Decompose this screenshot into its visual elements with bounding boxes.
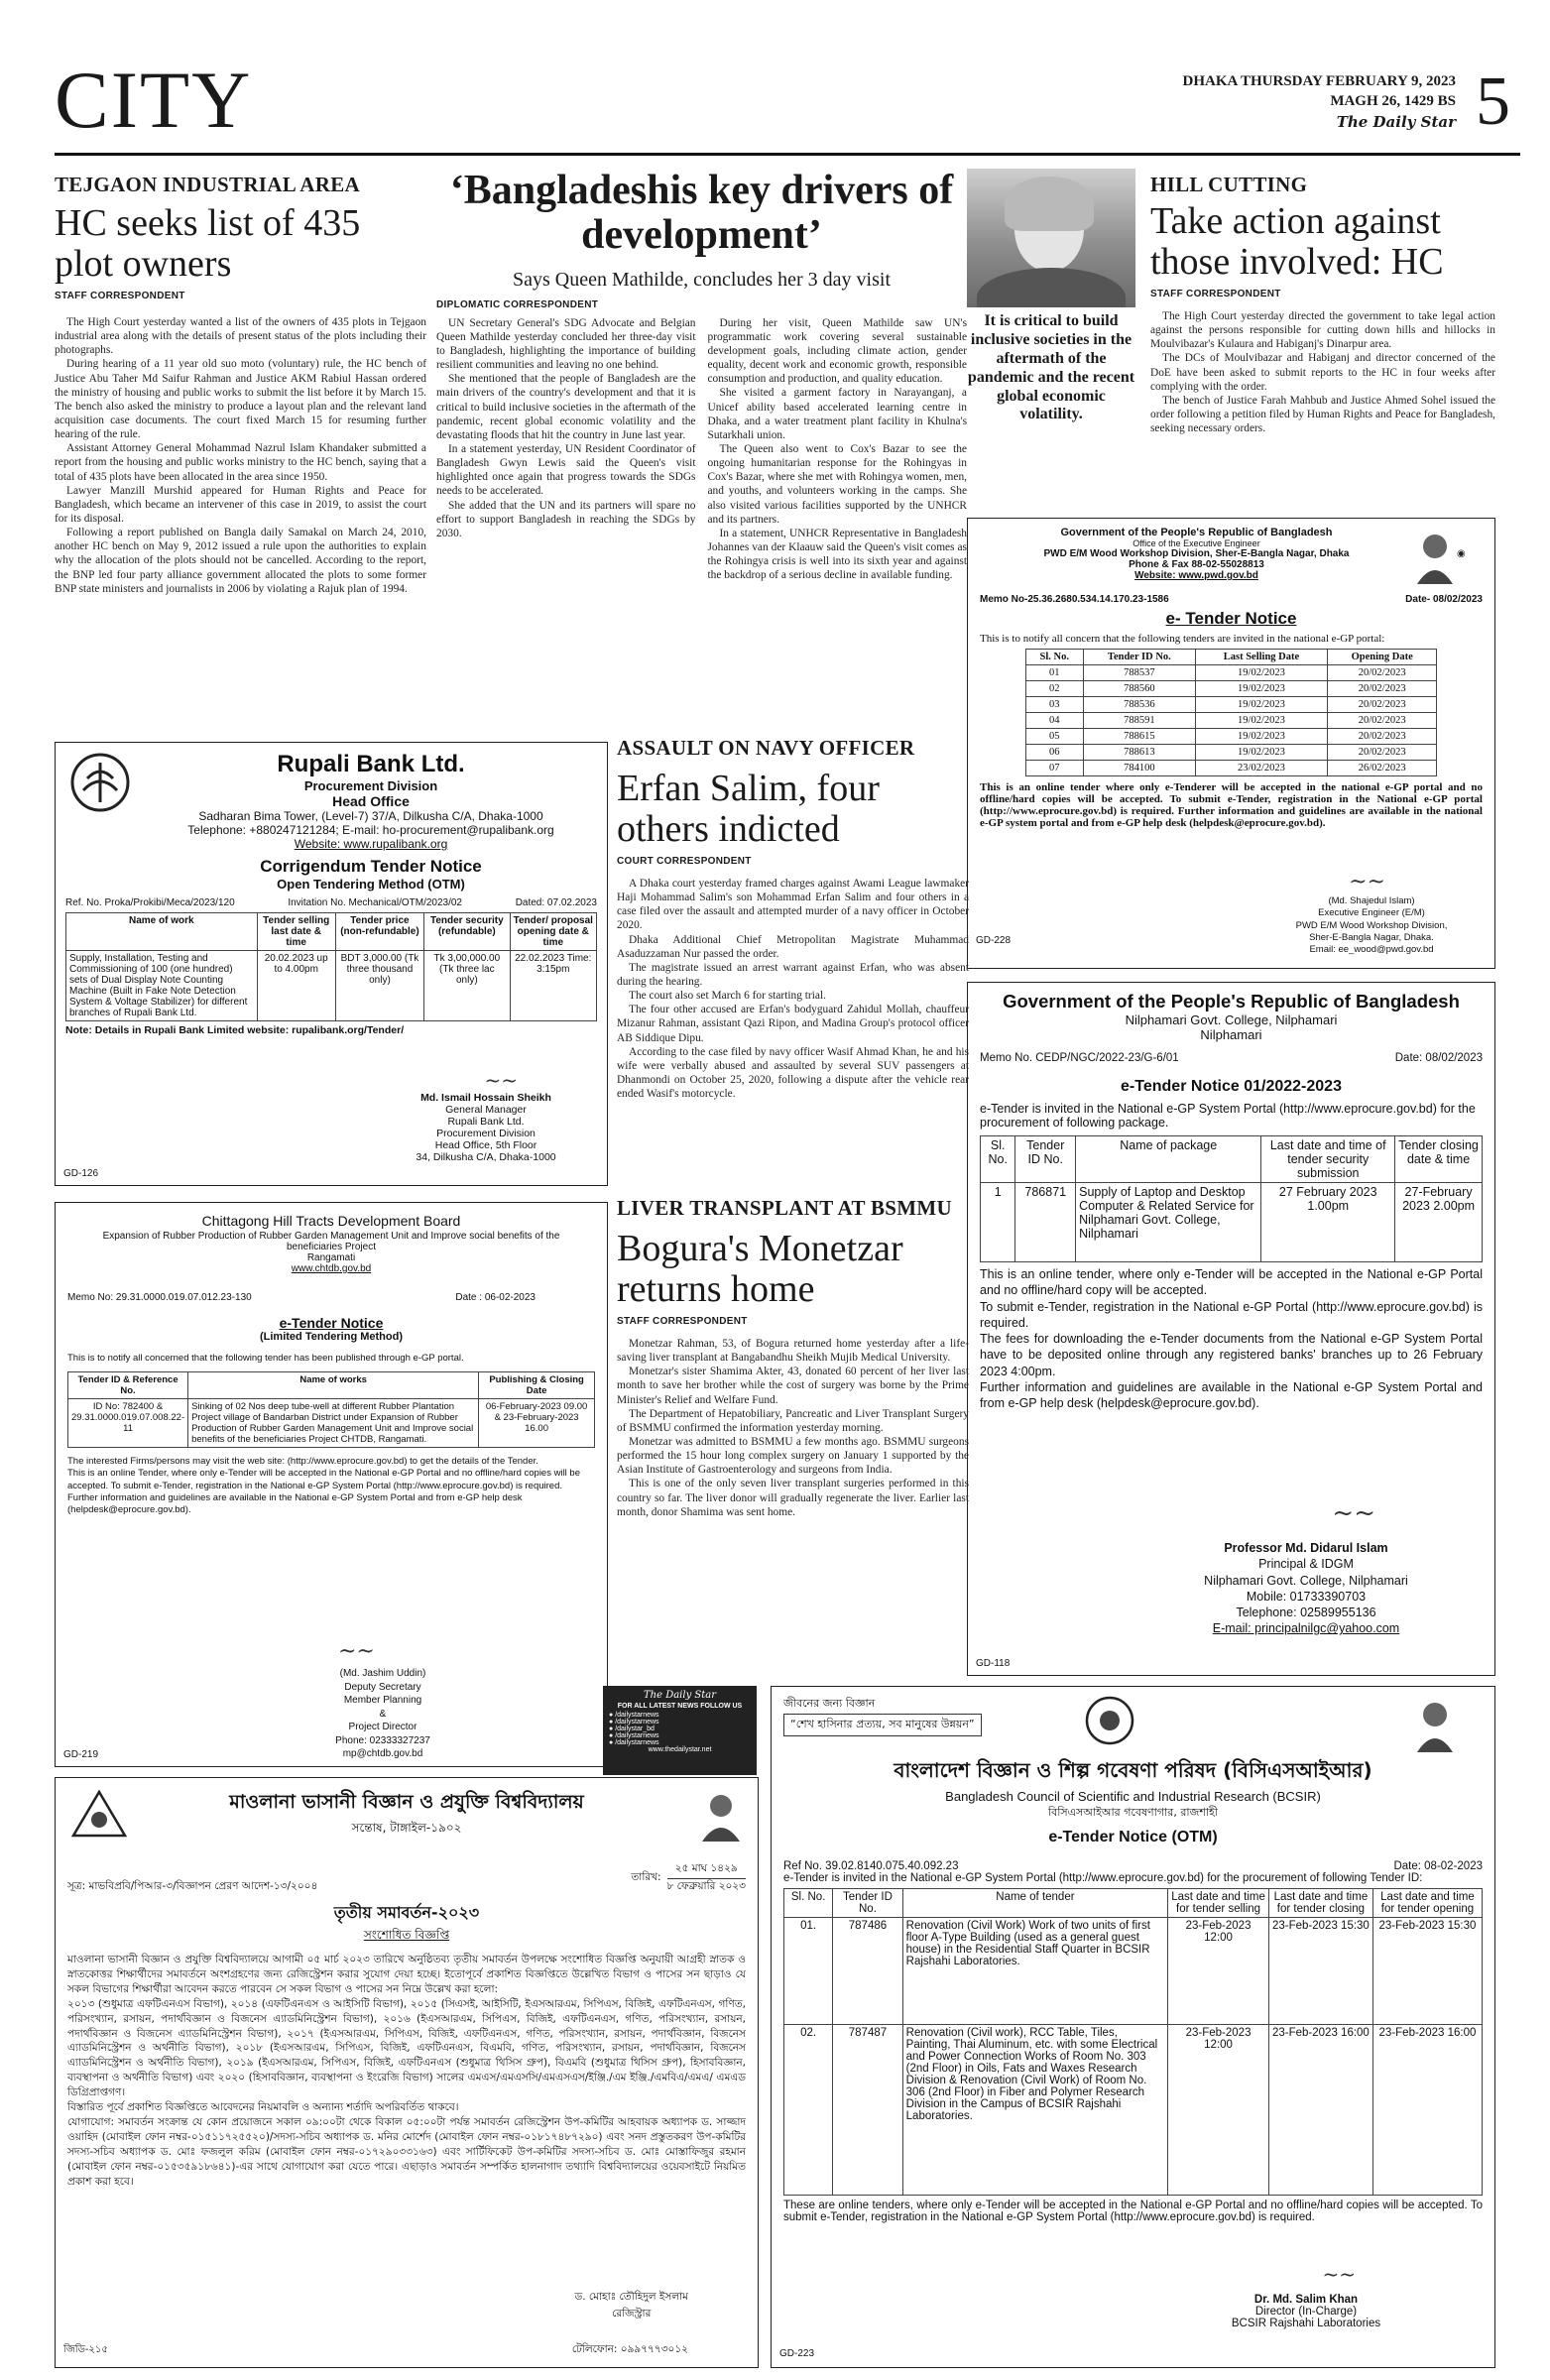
paragraph: In a statement yesterday, UN Resident Coordinator of Bangladesh Gwyn Lewis said the Queen's visit highlighted once again that progress towards the SDGs needs to be accelerated. [436,442,696,498]
ad-college: Nilphamari Govt. College, Nilphamari [1125,1012,1338,1027]
cell: 23/02/2023 [1195,761,1327,776]
sig-line: PWD E/M Wood Workshop Division, [1295,919,1448,931]
ad-note: This is an online Tender, where only e-Tender will be accepted in the National e-GP Portal and no offline/hard copies will be accepted. To submit e-Tender, registration in the National e-GP System Portal (http://www.eprocure.gov.bd) is required. [67,1468,581,1491]
ad-title: Chittagong Hill Tracts Development Board [201,1213,461,1229]
cell: 23-Feb-2023 12:00 [1168,1918,1269,2025]
ad-note: The interested Firms/persons may visit the web site: (http://www.eprocure.gov.bd) to get the details of the Tender. [67,1456,538,1467]
ad-text: This is an online tender where only e-Tenderer will be accepted in the national e-GP portal and no offline/hard copies will be accepted. To submit e-Tender, registration in the National e-GP portal (http://www.eprocure.gov.bd) is required. Further information and guidelines are available in the national e-GP system portal and from e-GP help desk (helpdesk@eprocure.gov.bd). [980,781,1483,829]
svg-text:◉: ◉ [1457,548,1466,559]
sig-line: & [379,1708,387,1720]
cell: 23-Feb-2023 16:00 [1372,2025,1482,2196]
ad-office: Head Office [332,793,410,809]
col-header: Sl. No. [784,1889,833,1918]
paragraph: Dhaka Additional Chief Metropolitan Magistrate Muhammad Asaduzzaman Nur passed the order. [617,933,969,960]
cell: 786871 [1015,1183,1076,1262]
ad-notice: e- Tender Notice [1165,609,1297,628]
ad-rupali-bank [55,742,608,1186]
cell: 02. [784,2025,833,2196]
cell: Renovation (Civil work), RCC Table, Tiles, Painting, Thai Aluminum, etc. with some Electrical and Power Connection Works of Room No. 303 (2nd Floor) in Oils, Fats and Waxes Research Division & Renovation (Civil Work) of Room No. 306 (2nd Floor) in Fiber and Polymer Research Division in the Campus of BCSIR Rajshahi Laboratories. [902,2025,1168,2196]
cell: ID No: 782400 & 29.31.0000.019.07.008.22-11 [68,1399,188,1448]
ad-bcsir [771,1686,1495,2368]
paragraph: The bench of Justice Farah Mahbub and Justice Ahmed Sohel issued the order following a petition filed by Human Rights and Peace for Bangladesh, seeking necessary orders. [1150,394,1495,435]
paragraph: The Queen also went to Cox's Bazar to see the ongoing humanitarian response for the Rohingyas in Cox's Bazar, where she met with Rohingya women, men, and youths, and volunteers working in the camps. She also visited various facilities supported by the UNHCR and its partners. [707,442,967,526]
signer: Md. Ismail Hossain Sheikh [420,1092,551,1104]
table-row [66,951,597,1021]
ad-subheading: সংশোধিত বিজ্ঞপ্তি [363,1928,450,1942]
signer: (Md. Jashim Uddin) [339,1668,426,1679]
ad-place: Rangamati [306,1252,356,1263]
col-header: Last date and time for tender selling [1168,1889,1269,1918]
cell: 01. [784,1918,833,2025]
col-header: Tender security (refundable) [424,913,510,951]
tender-table [980,1135,1483,1262]
date-english: ৮ ফেব্রুয়ারি ২০২৩ [666,1880,746,1892]
dateline [1183,71,1456,132]
ad-pwd [967,518,1495,969]
ad-phone[interactable]: Telephone: +880247121284; E-mail: ho-procurement@rupalibank.org [187,823,554,837]
story-headline[interactable]: Take action against those involved: HC [1150,200,1444,284]
cell: 788560 [1083,681,1195,697]
ad-gov: Government of the People's Republic of Bangladesh [1003,991,1460,1012]
portrait-icon [1413,1695,1483,1754]
story-hill-cutting [1150,173,1495,435]
cell: 20/02/2023 [1328,681,1437,697]
sig-line: Phone: 02333327237 [335,1734,430,1746]
sig-line: Director (In-Charge) [1254,2306,1358,2318]
tender-table [65,912,597,1021]
cell: 788537 [1083,665,1195,681]
paragraph: The High Court yesterday wanted a list of the owners of 435 plots in Tejgaon industrial area along with the details of present status of the plots including their photographs. [55,316,426,357]
story-tejgaon [55,173,426,596]
ad-signature-block [1262,895,1481,957]
ad-date: Date: 08/02/2023 [1394,1052,1483,1064]
ad-memo: Memo No. CEDP/NGC/2022-23/G-6/01 [980,1052,1179,1064]
ad-method: Open Tendering Method (OTM) [277,877,465,892]
paragraph: The High Court yesterday directed the government to take legal action against the persons responsible for cutting down hills and hillocks in Moulvibazar's Kulaura and Habiganj's Dinarpur area. [1150,310,1495,351]
tender-table [783,1888,1483,2196]
paragraph: During hearing of a 11 year old suo moto (voluntary) rule, the HC bench of Justice Abu Taher Md Saifur Rahman and Justice AKM Rabiul Hassan ordered the ministry of housing and public works to submit the list before it by March 15. The bench also asked the ministry to produce a layout plan and the relevant land acquisition case documents. The court fixed March 15 for resuming further hearing of the rule. [55,358,426,441]
table-row [1025,681,1437,697]
ad-title-en: Bangladesh Council of Scientific and Industrial Research (BCSIR) [945,1789,1321,1804]
sig-line: Sher-E-Bangla Nagar, Dhaka. [1309,932,1434,944]
story-kicker: HILL CUTTING [1150,173,1308,196]
cell: 787487 [833,2025,902,2196]
cell: 26/02/2023 [1328,761,1437,776]
ad-place: সন্তোষ, টাঙ্গাইল-১৯০২ [351,1821,462,1835]
signature-mark: ~~ [338,1639,375,1664]
cell: 1 [981,1183,1015,1262]
table-row [1025,713,1437,729]
ad-invitation: Invitation No. Mechanical/OTM/2023/02 [288,897,462,908]
ad-gov: Government of the People's Republic of Bangladesh [1060,527,1333,538]
social-follow-box [603,1686,757,1775]
col-header: Tender ID & Reference No. [68,1372,188,1399]
ad-signature-block [575,2290,688,2323]
handle-text: /dailystar_bd [615,1726,655,1732]
ad-notice: e-Tender Notice [279,1315,384,1331]
table-row [1025,745,1437,761]
paragraph: During her visit, Queen Mathilde saw UN's programmatic work covering several sustainable development goals, including climate action, gender equality, decent work and economic growth, responsible consumption and production, and quality education. [707,316,967,386]
table-row [1025,697,1437,713]
story-subhead: Says Queen Mathilde, concludes her 3 day visit [512,268,892,291]
sig-line: Member Planning [343,1695,422,1706]
sig-line: Project Director [348,1722,417,1732]
sig-line: Mobile: 01733390703 [1246,1589,1367,1604]
tender-table [1025,649,1438,776]
paragraph: Lawyer Manzill Murshid appeared for Human Rights and Peace for Bangladesh, which became an intervener of this case in 2019, to assist the court for its disposal. [55,484,426,526]
handle-text: /dailystarnews [615,1732,659,1739]
ad-sub: বিসিএসআইআর গবেষণাগার, রাজশাহী [1047,1806,1219,1819]
ad-website[interactable]: Website: www.pwd.gov.bd [1134,570,1258,581]
portrait-icon [698,1788,744,1844]
mbstu-logo-icon [69,1788,129,1840]
pull-quote: It is critical to build inclusive societies in the aftermath of the pandemic and the recent global economic volatility. [967,312,1135,423]
cell: 23-Feb-2023 12:00 [1168,2025,1269,2196]
story-headline[interactable]: ‘Bangladeshis key drivers of development’ [449,168,954,259]
story-headline[interactable]: Erfan Salim, four others indicted [617,768,880,851]
ad-title-bn: বাংলাদেশ বিজ্ঞান ও শিল্প গবেষণা পরিষদ (বিসিএসআইআর) [894,1758,1372,1782]
paragraph: বিস্তারিত পূর্বে প্রকাশিত বিজ্ঞপ্তিতে আবেদনের নিয়মাবলি ও অন্যান্য শর্তাদি অপরিবর্তিত থাকবে। [67,2101,459,2114]
ad-division: PWD E/M Wood Workshop Division, Sher-E-Bangla Nagar, Dhaka [1043,548,1350,559]
table-row [1025,729,1437,745]
cell: 20/02/2023 [1328,729,1437,745]
paragraph: The magistrate issued an arrest warrant against Erfan, who was absent during the hearing. [617,961,969,989]
signer: ড. মোহাঃ তৌহিদুল ইসলাম [574,2291,688,2303]
story-body [617,1337,969,1519]
cell: 23-Feb-2023 15:30 [1268,1918,1372,2025]
ad-top1: জীবনের জন্য বিজ্ঞান [783,1697,876,1710]
handle-text: /dailystarnews [615,1712,659,1719]
sig-line: 34, Dilkusha C/A, Dhaka-1000 [416,1151,556,1163]
bangla-date: MAGH 26, 1429 BS [1330,93,1456,110]
social-handle[interactable]: ● /dailystarnews [609,1712,659,1719]
cell: 07 [1025,761,1083,776]
paragraph: ২০১৩ (শুধুমাত্র এফটিএনএস বিভাগ), ২০১৪ (এফটিএনএস ও আইসিটি বিভাগ), ২০১৫ (সিএসই, আইসিটি, ইএসআরএম, সিপিএস, বিজিই, এফটিএনএস, গণিত, পরিসংখ্যান, রসায়ন, পদার্থবিজ্ঞান ও বিজনেস এ্যাডমিনিস্ট্রেশন বিভাগ), ২০১৬ (ইএসআরএম, সিপিএস, বিজিই, এফটিএনএস, গণিত, পরিসংখ্যান, রসায়ন, পদার্থবিজ্ঞান ও বিজনেস এ্যাডমিনিস্ট্রেশন বিভাগ), ২০১৭ (ইএসআরএম, সিপিএস, বিজিই, এফটিএনএস, গণিত, পরিসংখ্যান, রসায়ন, পদার্থবিজ্ঞান, বিজনেস এ্যাডমিনিস্ট্রেশন ও অর্থনীতি বিভাগ), ২০১৮ (ইএসআরএম, সিপিএস, বিজিই, এফটিএনএস, বিএমবি, গণিত, পরিসংখ্যান, রসায়ন, পদার্থবিজ্ঞান, বিজনেস এ্যাডমিনিস্ট্রেশন ও অর্থনীতি বিভাগ), ২০১৯ (ইএসআরএম, সিপিএস, বিজিই, এফটিএনএস (শুধুমাত্র থিসিস গ্রুপ), বিএমবি (শুধুমাত্র থিসিস গ্রুপ), হিসাববিজ্ঞান, ব্যবস্থাপনা ও অর্থনীতি বিভাগ) এবং ২০২০ (হিসাববিজ্ঞান, ব্যবস্থাপনা ও ইংরেজি বিভাগ) সালের এমএস/এমএসসি/এমএসএস/ইঞ্জি./এম ইঞ্জি./এমবিএ/এমএ/ এমএড ডিগ্রিপ্রাপ্তগণ। [67,1997,746,2099]
sig-line: Executive Engineer (E/M) [1318,907,1425,919]
bcsir-logo-icon [1084,1695,1135,1746]
gd-code: জিডি-২১৫ [63,2344,108,2355]
story-col [708,316,968,583]
story-liver-transplant [617,1196,969,1519]
paragraph: Monetzar's sister Shamima Akter, 43, donated 60 percent of her liver last month to save her brother while the cost of surgery was borne by the Prime Minister's Relief and Welfare Fund. [617,1366,969,1406]
date-line: DHAKA THURSDAY FEBRUARY 9, 2023 [1182,73,1456,89]
social-title: The Daily Star [643,1690,717,1701]
col-header: Name of work [66,913,258,951]
paper-name: The Daily Star [1336,112,1456,131]
ad-dated: Dated: 07.02.2023 [515,897,597,908]
gd-code: GD-118 [976,1658,1011,1669]
ad-website[interactable]: www.chtdb.gov.bd [291,1263,372,1274]
date-label: তারিখ: [631,1871,661,1883]
col-header: Tender price (non-refundable) [335,913,423,951]
ad-top2: “শেখ হাসিনার প্রত্যয়, সব মানুষের উন্নয়ন” [783,1714,982,1736]
paragraph: UN Secretary General's SDG Advocate and Belgian Queen Mathilde yesterday concluded her three-day visit to Bangladesh, highlighting the importance of building resilient communities and leaving no one behind. [436,316,696,372]
story-kicker: TEJGAON INDUSTRIAL AREA [55,173,360,196]
sig-line: Procurement Division [436,1128,536,1139]
cell: 01 [1025,665,1083,681]
ad-signature-block [377,1092,595,1163]
cell: 27-February 2023 2.00pm [1395,1183,1483,1262]
cell: 20/02/2023 [1328,697,1437,713]
col-header: Name of package [1076,1136,1261,1183]
gd-code: GD-126 [63,1168,99,1179]
ad-ref: সূত্র: মাভবিপ্রবি/পিআর-৩/বিজ্ঞাপন প্রেরণ আদেশ-১৩/২০০৪ [67,1880,318,1892]
social-handle[interactable]: ● /dailystarnews [609,1719,659,1726]
cell: 20.02.2023 up to 4.00pm [257,951,335,1021]
story-body [1150,309,1495,435]
tender-table [67,1371,595,1448]
cell: 04 [1025,713,1083,729]
cell: 19/02/2023 [1195,713,1327,729]
paragraph: She added that the UN and its partners will spare no effort to support Bangladesh in reaching the SDGs by 2030. [436,499,696,539]
ad-memo: Memo No: 29.31.0000.019.07.012.23-130 [67,1292,252,1303]
ad-notice: e-Tender Notice 01/2022-2023 [1121,1078,1342,1095]
story-headline[interactable]: HC seeks list of 435 plot owners [55,202,361,286]
paragraph: A Dhaka court yesterday framed charges against Awami League lawmaker Haji Mohammad Salim's son Mohammad Erfan Salim and four others in a case filed over the assault and attempted murder of a navy officer in October 2020. [617,878,969,932]
ad-address: Sadharan Bima Tower, (Level-7) 37/A, Dilkusha C/A, Dhaka-1000 [198,809,543,823]
cell: 22.02.2023 Time: 3:15pm [510,951,596,1021]
cell: 788536 [1083,697,1195,713]
ad-title: Rupali Bank Ltd. [277,751,465,777]
paragraph: The court also set March 6 for starting trial. [629,990,826,1003]
paragraph: যোগাযোগ: সমাবর্তন সংক্রান্ত যে কোন প্রয়োজনে সকাল ০৯:০০টা থেকে বিকাল ০৫:০০টা পর্যন্ত সমাবর্তন রেজিস্ট্রেশন উপ-কমিটির আহবায়ক অধ্যাপক ড. সাজ্জাদ ওয়াহিদ (মোবাইল ফোন নম্বর-০১৫১১৭২৫৫২০)/সদস্য-সচিব অধ্যাপক ড. মনির মোর্শেদ (মোবাইল ফোন নম্বর-০১৮১৭৪৮৭২৯০) এবং সনদ প্রস্তুতকরণ উপ-কমিটির সদস্য-সচিব অধ্যাপক ড. মোঃ ফজলুল করিম (মোবাইল ফোন নম্বর-০১৭২৯০৩৩১৬৩) এবং সার্টিফিকেট উপ-কমিটির সদস্য-সচিব ড. মোঃ মোস্তাফিজুর রহমান (মোবাইল ফোন নম্বর-০১৫৩৫৯১৮৬৪১)-এর সাথে যোগাযোগ করা যেতে পারে। এছাড়াও সমাবর্তন সম্পর্কিত হালনাগাদ তথ্যাদি বিশ্ববিদ্যালয়ের ওয়েবসাইটে নিয়মিত প্রকাশ করা হবে। [67,2115,746,2188]
cell: 03 [1025,697,1083,713]
story-byline: STAFF CORRESPONDENT [55,291,185,302]
story-body [55,315,426,596]
cell: 19/02/2023 [1195,665,1327,681]
social-web[interactable]: www.thedailystar.net [648,1746,712,1753]
rupali-logo-icon [65,751,135,814]
table-row [981,1183,1483,1262]
social-handle[interactable]: ● /dailystarnews [609,1739,659,1746]
story-queen-mathilde [436,169,967,582]
ad-intro: e-Tender is invited in the National e-GP System Portal (http://www.eprocure.gov.bd) for the procurement of following package. [980,1102,1476,1130]
ad-phone: Phone & Fax 88-02-55028813 [1129,559,1264,570]
story-col [436,316,696,583]
story-byline: STAFF CORRESPONDENT [617,1316,748,1328]
signer: Dr. Md. Salim Khan [1253,2294,1359,2306]
paragraph: Following a report published on Bangla daily Samakal on March 24, 2010, another HC bench on May 9, 2012 issued a rule upon the authorities to explain why the allocation of the plots should not be cancelled. According to the report, the BNP led four party alliance government allocated the plots to some former BNP state ministers and journalists in 2006 by violating a Rajuk plan of 1994. [55,527,426,595]
cell: 23-Feb-2023 15:30 [1372,1918,1482,2025]
ad-method: (Limited Tendering Method) [259,1331,403,1343]
ad-note: Further information and guidelines are available in the National e-GP System Portal and from e-GP help desk (helpdesk@eprocure.gov.bd). [980,1379,1483,1410]
cell: BDT 3,000.00 (Tk three thousand only) [335,951,423,1021]
gd-code: GD-219 [63,1749,99,1760]
sig-line: Email: ee_wood@pwd.gov.bd [1309,944,1434,956]
cell: 19/02/2023 [1195,745,1327,761]
ad-note: These are online tenders, where only e-Tender will be accepted in the National e-GP Portal and no offline/hard copies will be accepted. To submit e-Tender, registration in the National e-GP System Portal (http://www.eprocure.gov.bd) is required. [783,2200,1483,2223]
ad-website[interactable]: Website: www.rupalibank.org [294,837,448,851]
ad-notice: e-Tender Notice (OTM) [1048,1829,1218,1845]
sig-line[interactable]: E-mail: principalnilgc@yahoo.com [1212,1621,1400,1636]
sig-line: Telephone: 02589955136 [1236,1606,1376,1619]
social-handle[interactable]: ● /dailystarnews [609,1732,659,1739]
paragraph: She visited a garment factory in Narayanganj, a Unicef ability based accelerated learning centre in Dhaka, and a water treatment plant facility in Khulna's Sutarkhali union. [707,387,967,441]
sig-line: Rupali Bank Ltd. [447,1116,525,1128]
cell: Supply of Laptop and Desktop Computer & Related Service for Nilphamari Govt. College, Nilphamari [1076,1183,1261,1262]
signer: Professor Md. Didarul Islam [1224,1541,1388,1555]
col-header: Tender closing date & time [1395,1136,1483,1183]
story-byline: STAFF CORRESPONDENT [1150,289,1281,300]
col-header: Tender ID No. [1083,650,1195,665]
cell: Tk 3,00,000.00 (Tk three lac only) [424,951,510,1021]
sig-line: Principal & IDGM [1258,1557,1354,1572]
cell: 19/02/2023 [1195,729,1327,745]
cell: 788613 [1083,745,1195,761]
col-header: Tender selling last date & time [257,913,335,951]
cell: 23-Feb-2023 16:00 [1268,2025,1372,2196]
section-title: CITY [55,55,253,145]
col-header: Last date and time of tender security submission [1261,1136,1395,1183]
cell: 05 [1025,729,1083,745]
ad-heading: তৃতীয় সমাবর্তন-২০২৩ [333,1903,480,1922]
paragraph: Monetzar Rahman, 53, of Bogura returned home yesterday after a life-saving liver transplant at Bangabandhu Sheikh Mujib Medical University. [617,1338,969,1365]
cell: 02 [1025,681,1083,697]
table-row [68,1399,595,1448]
ad-note: Further information and guidelines are available in the National e-GP System Portal and from e-GP help desk (helpdesk@eprocure.gov.bd). [67,1492,523,1516]
ad-place: Nilphamari [1200,1027,1262,1042]
story-kicker: LIVER TRANSPLANT AT BSMMU [617,1196,952,1220]
col-header: Name of tender [902,1889,1168,1918]
ad-intro: This is to notify all concern that the following tenders are invited in the national e-GP portal: [980,633,1385,645]
ad-phone: টেলিফোন: ০৯৯৭৭৭৩০১২ [571,2343,688,2355]
col-header: Sl. No. [981,1136,1015,1183]
ad-notice: Corrigendum Tender Notice [260,857,482,876]
gd-code: GD-228 [976,935,1012,946]
paragraph: Monetzar was admitted to BSMMU a few months ago. BSMMU surgeons performed the 15 hour long complex surgery on January 1 supported by the Asian Institute of Gastroenterology and surgeons from India. [617,1436,969,1477]
sig-line: Deputy Secretary [344,1681,421,1693]
portrait-icon [1413,527,1483,586]
col-header: Last Selling Date [1195,650,1327,665]
ad-subtitle: Expansion of Rubber Production of Rubber Garden Management Unit and Improve social benefits of the beneficiaries Project [102,1231,560,1252]
ad-title: মাওলানা ভাসানী বিজ্ঞান ও প্রযুক্তি বিশ্ববিদ্যালয় [229,1791,584,1813]
story-headline[interactable]: Bogura's Monetzar returns home [617,1228,903,1311]
hair-shape [1005,177,1094,231]
signer: (Md. Shajedul Islam) [1328,895,1415,906]
paragraph: মাওলানা ভাসানী বিজ্ঞান ও প্রযুক্তি বিশ্ববিদ্যালয়ে আগামী ০৫ মার্চ ২০২৩ তারিখে অনুষ্ঠিতব্য তৃতীয় সমাবর্তন উপলক্ষে সংশোধিত বিজ্ঞপ্তি অনুযায়ী আগ্রহী স্নাতক ও স্নাতকোত্তর শিক্ষার্থীদের সমাবর্তনে অংশগ্রহণের জন্য রেজিস্ট্রেশন করার সুযোগ দেয়া হচ্ছে। ইতোপূর্বে প্রকাশিত বিজ্ঞপ্তিতে উল্লেখিত বিভাগ ও পাসের সন ছাড়াও যে সকল বিভাগের শিক্ষার্থীরা আবেদন করতে পারবেন সে সকল বিভাগ ও পাসের সন নিম্নে উল্লেখ করা হলো: [67,1954,746,1995]
signature-mark: ~~ [1322,2262,1356,2286]
paragraph: She mentioned that the people of Bangladesh are the main drivers of the country's development and that it is critical to build inclusive societies in the aftermath of the pandemic, recent global economic volatility and the devastating floods that hit the country in June last year. [436,373,696,441]
handle-text: /dailystarnews [615,1719,659,1726]
date-bangla: ২৫ মাঘ ১৪২৯ [667,1861,746,1879]
col-header: Publishing & Closing Date [479,1372,595,1399]
ad-date: Date : 06-02-2023 [455,1292,536,1303]
shoulder-shape [977,268,1126,307]
story-body [617,877,969,1101]
masthead-rule [55,153,1520,156]
cell: 20/02/2023 [1328,665,1437,681]
col-header: Opening Date [1328,650,1437,665]
ad-note: The fees for downloading the e-Tender documents from the National e-GP System Portal have to be deposited online through any registered banks' branches up to 26 February 2023 4:00pm. [980,1332,1483,1378]
story-kicker: ASSAULT ON NAVY OFFICER [617,736,915,760]
sig-line: Nilphamari Govt. College, Nilphamari [1204,1573,1408,1588]
ad-intro: This is to notify all concerned that the following tender has been published through e-GP portal. [67,1353,464,1364]
ad-mbstu [55,1777,759,2368]
cell: 788591 [1083,713,1195,729]
sig-line: BCSIR Rajshahi Laboratories [1231,2318,1381,2329]
paragraph: According to the case filed by navy officer Wasif Ahmad Khan, he and his wife were verbally abused and assaulted by several SUV passengers at Dhanmondi on October 25, 2020, following a dispute after the vehicle rear ended Wasif's motorcycle. [617,1045,969,1101]
paragraph: Assistant Attorney General Mohammad Nazrul Islam Khandaker submitted a report from the housing and public works ministry to the HC bench, saying that a total of 435 plots have been allocated in the area since 1950. [55,442,426,483]
cell: 784100 [1083,761,1195,776]
col-header: Last date and time for tender closing [1268,1889,1372,1918]
paragraph: This is one of the only seven liver transplant surgeries performed in this country so far. The liver donor will gradually regenerate the liver. Earlier last month, donor Shamima was sent home. [617,1478,969,1518]
col-header: Tender ID No. [833,1889,902,1918]
queen-photo [967,169,1135,307]
ad-note: This is an online tender, where only e-Tender will be accepted in the National e-GP Portal and no offline/hard copy will be accepted. [980,1267,1483,1298]
table-row [784,1918,1483,2025]
col-header: Last date and time for tender opening [1372,1889,1482,1918]
page-number: 5 [1476,63,1510,140]
ad-signature-block [1177,1540,1435,1637]
ad-ref: Ref No. 39.02.8140.075.40.092.23 [783,1860,959,1872]
cell: 19/02/2023 [1195,681,1327,697]
cell: 787486 [833,1918,902,2025]
ad-note: To submit e-Tender, registration in the National e-GP Portal (http://www.eprocure.gov.bd) is required. [980,1299,1483,1330]
paragraph: The DCs of Moulvibazar and Habiganj and director concerned of the DoE have been asked to submit reports to the HC in four weeks after complying with the order. [1150,352,1495,393]
ad-ref: Ref. No. Proka/Prokibi/Meca/2023/120 [65,897,235,908]
col-header: Name of works [188,1372,479,1399]
table-row [1025,761,1437,776]
signature-mark: ~~ [484,1068,518,1092]
gd-code: GD-223 [779,2348,815,2359]
cell: 27 February 2023 1.00pm [1261,1183,1395,1262]
ad-intro: e-Tender is invited in the National e-GP System Portal (http://www.eprocure.gov.bd) for the procurement of following Tender ID: [783,1872,1423,1884]
ad-chtdb [55,1202,608,1767]
cell: 788615 [1083,729,1195,745]
story-erfan-salim [617,736,969,1101]
social-follow: FOR ALL LATEST NEWS FOLLOW US [617,1703,743,1710]
social-handle[interactable]: ● /dailystar_bd [609,1726,655,1732]
signature-mark: ~~ [1332,1498,1375,1528]
ad-memo: Memo No-25.36.2680.534.14.170.23-1586 [980,594,1169,605]
paragraph: The Department of Hepatobiliary, Pancreatic and Liver Transplant Surgery of BSMMU confirmed the information yesterday morning. [617,1407,969,1434]
story-byline: COURT CORRESPONDENT [617,856,752,868]
ad-office: Office of the Executive Engineer [1133,538,1260,548]
ad-signature-block [294,1667,472,1761]
table-row [784,2025,1483,2196]
col-header: Sl. No. [1025,650,1083,665]
paragraph: The four other accused are Erfan's bodyguard Zahidul Mollah, chauffeur Mizanur Rahman, assistant Qazi Ripon, and Madina Group's protocol officer AB Siddique Dipu. [617,1004,969,1044]
ad-note: Note: Details in Rupali Bank Limited website: rupalibank.org/Tender/ [65,1024,405,1036]
paragraph: In a statement, UNHCR Representative in Bangladesh Johannes van der Klaauw said the Queen's visit comes as the Rohingya crisis is well into its sixth year and against the backdrop of a serious decline in available funding. [707,527,967,582]
handle-text: /dailystarnews [615,1739,659,1746]
ad-nilphamari [967,982,1495,1676]
story-byline: DIPLOMATIC CORRESPONDENT [436,298,599,310]
cell: 19/02/2023 [1195,697,1327,713]
cell: Sinking of 02 Nos deep tube-well at different Rubber Plantation Project village of Bandarban District under Expansion of Rubber Production of Rubber Garden Management Unit and Improve social benefits of the beneficiaries Project CHTDB, Rangamati. [188,1399,479,1448]
sig-line: mp@chtdb.gov.bd [342,1748,423,1759]
signature-mark: ~~ [1349,870,1385,894]
ad-division: Procurement Division [303,778,438,793]
cell: Supply, Installation, Testing and Commissioning of 100 (one hundred) sets of Dual Display Note Counting Machine (Built in Fake Note Detection System & Voltage Stabilizer) for different branches of Rupali Bank Ltd. [66,951,258,1021]
cell: 20/02/2023 [1328,745,1437,761]
sig-line: General Manager [445,1104,527,1116]
sig-role: রেজিস্ট্রার [612,2308,652,2320]
cell: 06-February-2023 09.00 & 23-February-2023 16.00 [479,1399,595,1448]
table-row [1025,665,1437,681]
ad-date: Date- 08/02/2023 [1405,594,1483,605]
col-header: Tender/ proposal opening date & time [510,913,596,951]
cell: 20/02/2023 [1328,713,1437,729]
sig-line: Head Office, 5th Floor [434,1139,537,1151]
cell: 06 [1025,745,1083,761]
ad-date: Date: 08-02-2023 [1393,1860,1483,1872]
ad-signature-block [1207,2294,1405,2329]
cell: Renovation (Civil Work) Work of two units of first floor A-Type Building (used as a general guest house) in the Residential Staff Quarter in BCSIR Rajshahi Laboratories. [902,1918,1168,2025]
col-header: Tender ID No. [1015,1136,1076,1183]
